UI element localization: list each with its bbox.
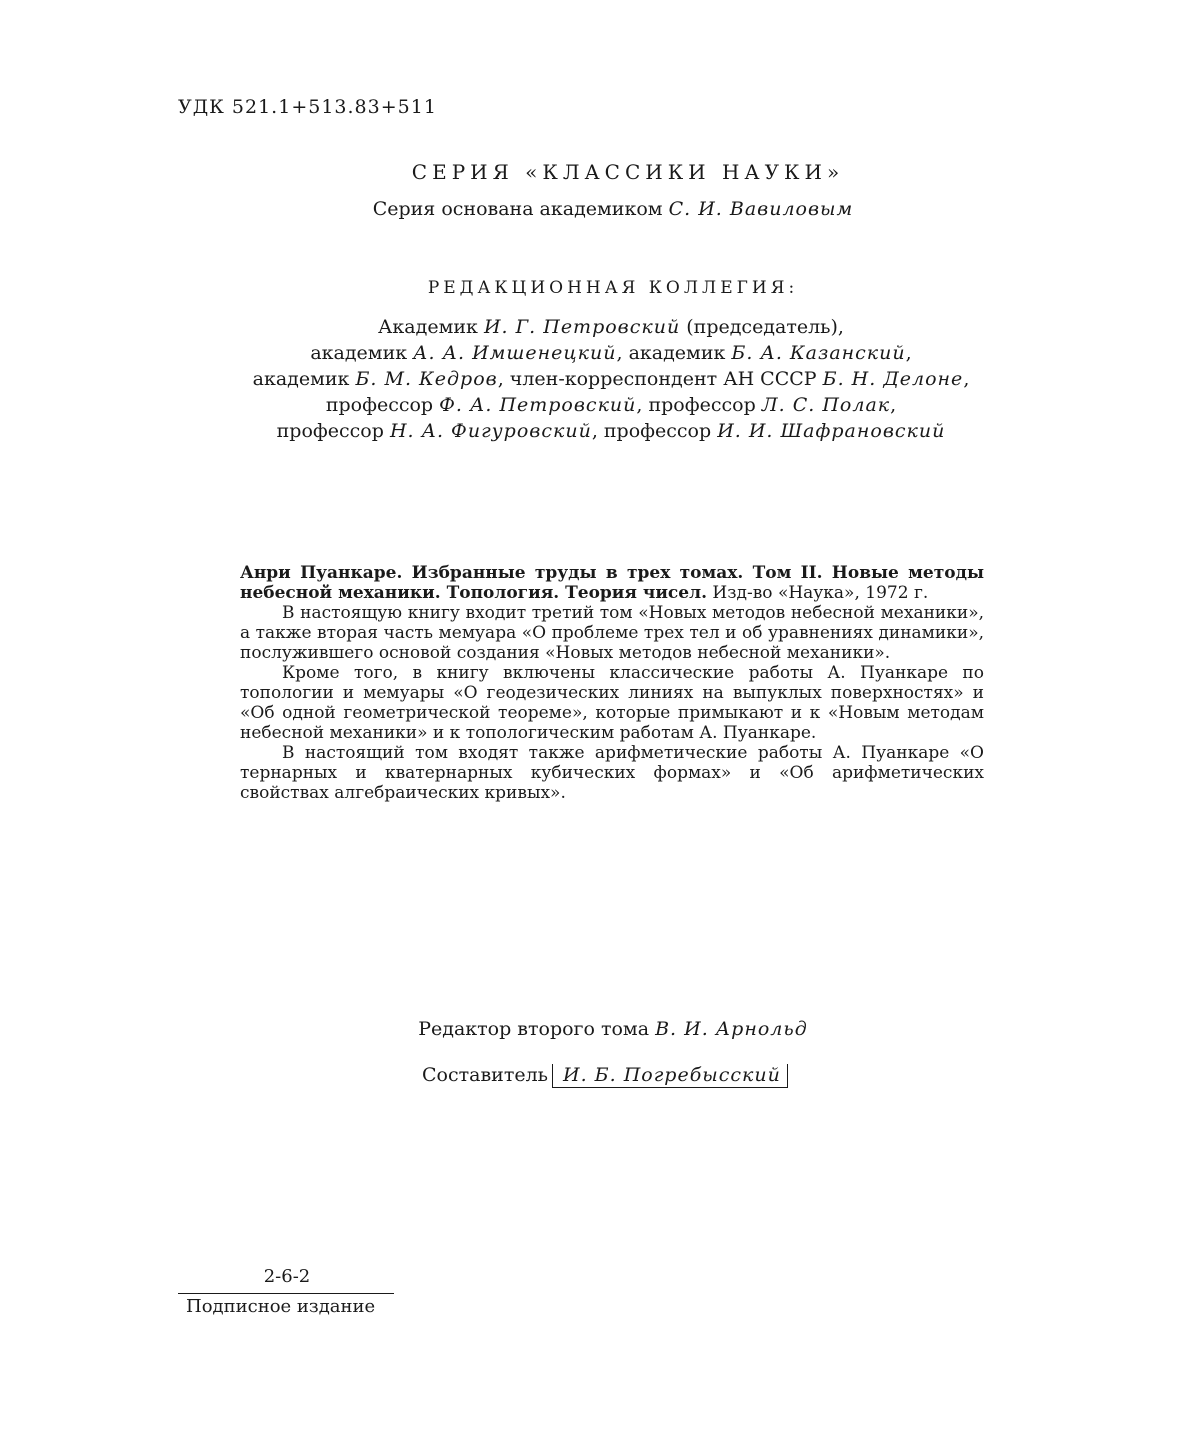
board-member-name: И. И. Шафрановский <box>717 420 946 442</box>
board-member-name: А. А. Имшенецкий <box>413 342 617 364</box>
volume-editor <box>0 1018 1200 1040</box>
board-line-2: академик А. А. Имшенецкий, академик Б. А. Казанский, <box>310 342 912 364</box>
series-founded-prefix: Серия основана академиком <box>372 198 669 220</box>
board-member-name: И. Г. Петровский <box>483 316 681 338</box>
editorial-board-title: РЕДАКЦИОННАЯ КОЛЛЕГИЯ: <box>427 278 799 298</box>
annotation-paragraph-2: В настоящую книгу входит третий том «Новых методов небесной механики», а также вторая часть мемуара «О проблеме трех тел и об уравнениях динамики», послужившего основой создания «Новых методов небесной механики». <box>240 603 984 663</box>
board-member-name: Л. С. Полак <box>761 394 891 416</box>
board-line-1: Академик И. Г. Петровский (председатель), <box>378 316 844 338</box>
editorial-board-members <box>0 314 1200 444</box>
series-founder-name: С. И. Вавиловым <box>668 198 854 220</box>
footer-divider <box>178 1293 394 1294</box>
subscription-note: Подписное издание <box>186 1296 376 1317</box>
book-annotation <box>240 563 984 803</box>
annotation-paragraph-4: В настоящий том входят также арифметические работы А. Пуанкаре «О тернарных и кватернарных кубических формах» и «Об арифметических свойствах алгебраических кривых». <box>240 743 984 803</box>
compiler-credit <box>422 1064 788 1088</box>
compiler-label: Составитель <box>422 1064 548 1086</box>
board-member-name: Б. А. Казанский <box>731 342 906 364</box>
udk-code: УДК 521.1+513.83+511 <box>178 96 437 118</box>
board-member-name: Н. А. Фигуровский <box>389 420 592 442</box>
board-line-5: профессор Н. А. Фигуровский, профессор И. И. Шафрановский <box>276 420 946 442</box>
board-member-name: Б. М. Кедров <box>355 368 498 390</box>
catalog-code: 2-6-2 <box>263 1266 311 1287</box>
board-member-name: Ф. А. Петровский <box>439 394 637 416</box>
board-line-3: академик Б. М. Кедров, член-корреспондент АН СССР Б. Н. Делоне, <box>252 368 970 390</box>
board-line-4: профессор Ф. А. Петровский, профессор Л. С. Полак, <box>325 394 897 416</box>
publisher-info: Изд-во «Наука», 1972 г. <box>707 583 929 603</box>
compiler-name-box: И. Б. Погребысский <box>552 1064 788 1088</box>
series-founded <box>0 198 1200 220</box>
editor-name: В. И. Арнольд <box>655 1018 808 1040</box>
editor-label: Редактор второго тома <box>418 1018 656 1040</box>
board-member-name: Б. Н. Делоне <box>822 368 964 390</box>
annotation-paragraph-3: Кроме того, в книгу включены классические работы А. Пуанкаре по топологии и мемуары «О геодезических линиях на выпуклых поверхностях» и «Об одной геометрической теореме», которые примыкают и к «Новым методам небесной механики» и к топологическим работам А. Пуанкаре. <box>240 663 984 743</box>
series-title: СЕРИЯ «КЛАССИКИ НАУКИ» <box>411 160 845 184</box>
annotation-paragraph-1 <box>240 563 984 603</box>
bibliographic-title: Анри Пуанкаре. Избранные труды в трех томах. Том II. Новые методы небесной механики. Топология. Теория чисел. <box>240 563 984 603</box>
